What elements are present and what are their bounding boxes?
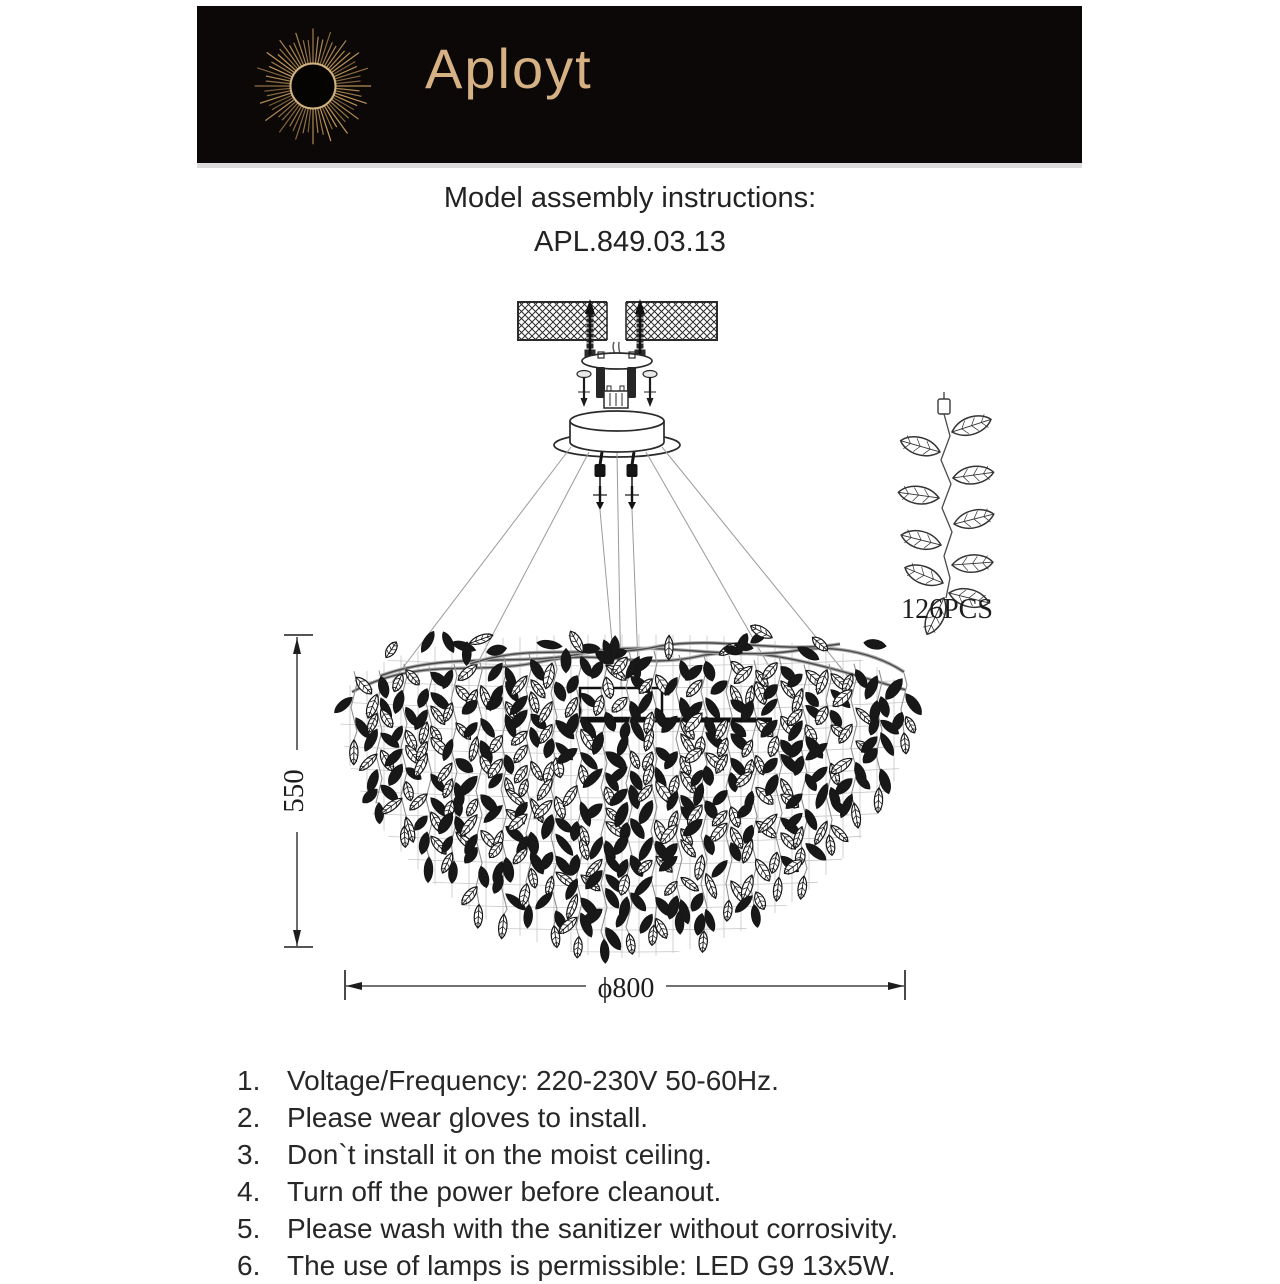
- instruction-item: [237, 1247, 1197, 1284]
- item-text: The use of lamps is permissible: LED G9 13x5W.: [287, 1250, 896, 1281]
- instruction-item: [237, 1173, 1197, 1210]
- model-number: APL.849.03.13: [534, 226, 726, 258]
- height-label: 550: [278, 769, 310, 813]
- leaf-strand-detail: [897, 392, 996, 638]
- instruction-item: [237, 1099, 1197, 1136]
- item-number: 5.: [237, 1213, 261, 1244]
- instruction-item: [237, 1062, 1197, 1099]
- item-text: Please wash with the sanitizer without corrosivity.: [287, 1213, 899, 1244]
- dimension-diameter: [345, 969, 905, 1004]
- item-number: 4.: [237, 1176, 261, 1207]
- ceiling-mount-drawing: [518, 299, 717, 408]
- item-text: Turn off the power before cleanout.: [287, 1176, 722, 1207]
- item-number: 2.: [237, 1102, 261, 1133]
- chandelier-body-drawing: [332, 622, 925, 963]
- dimension-height: [278, 635, 313, 947]
- instruction-item: [237, 1136, 1197, 1173]
- item-text: Voltage/Frequency: 220-230V 50-60Hz.: [287, 1065, 779, 1096]
- item-text: Don`t install it on the moist ceiling.: [287, 1139, 712, 1170]
- item-number: 1.: [237, 1065, 261, 1096]
- diameter-label: ϕ800: [597, 973, 655, 1004]
- instruction-list: [237, 1062, 1197, 1284]
- instruction-item: [237, 1210, 1197, 1247]
- brand-wordmark: Aployt: [425, 37, 593, 100]
- item-number: 6.: [237, 1250, 261, 1281]
- item-number: 3.: [237, 1139, 261, 1170]
- title-line1: Model assembly instructions:: [443, 182, 817, 214]
- item-text: Please wear gloves to install.: [287, 1102, 649, 1133]
- parts-count-label: 126PCS: [901, 594, 993, 625]
